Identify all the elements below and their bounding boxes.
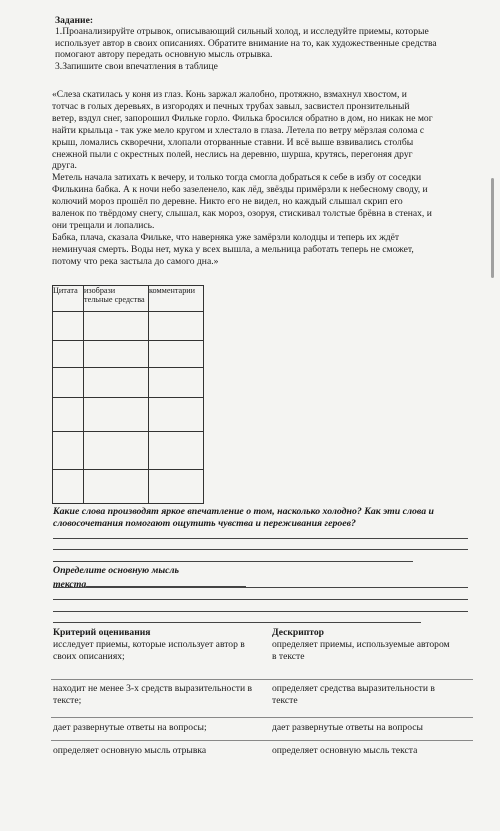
question-line: текста [53,579,87,590]
column-header-devices-part: тельные средства [84,295,145,305]
criteria-header: Критерий оценивания [53,627,151,638]
descriptor-cell [272,639,450,662]
criterion-text: тексте; [53,694,82,706]
answer-line[interactable] [86,577,246,587]
question-line: Какие слова производят яркое впечатление о том, насколько холодно? Как эти слова и [53,506,434,517]
answer-cell[interactable] [84,432,149,470]
passage-line: Бабка, плача, сказала Фильке, что наверняка уже замёрзли колодцы и теперь их ждёт [52,231,400,243]
answer-cell[interactable] [53,432,84,470]
answer-line[interactable] [53,611,468,612]
answer-cell[interactable] [84,368,149,398]
answer-cell[interactable] [149,368,204,398]
answer-line[interactable] [53,549,468,550]
column-header-comments: комментарии [149,286,204,312]
criterion-cell: дает развернутые ответы на вопросы; [53,722,207,733]
answer-cell[interactable] [84,398,149,432]
passage-line: ветер, вздул снег, запорошил Фильке горло. Филька бросился обратно в дом, но никак не мог [52,112,433,124]
question-words-impression [53,506,473,530]
table-row [53,470,204,504]
answer-line[interactable] [53,587,468,588]
passage-line: «Слеза скатилась у коня из глаз. Конь заржал жалобно, протяжно, взмахнул хвостом, и [52,89,407,100]
task-line: помогают автору передать основную мысль отрывка. [55,49,273,61]
quote-table [52,285,204,504]
passage-line: крыш, ломались скворечни, хлопали оторванные ставни. И всё выше взвивались столбы [52,136,414,148]
passage-line: Метель начала затихать к вечеру, и только тогда смогла добраться к себе в избу от соседки [52,172,422,184]
criterion-cell: определяет основную мысль отрывка [53,745,207,756]
answer-cell[interactable] [149,470,204,504]
passage-line: друга. [52,160,77,172]
criterion-cell [53,683,252,706]
descriptor-cell: дает развернутые ответы на вопросы [272,722,423,733]
answer-line[interactable] [53,622,421,623]
descriptor-header: Дескриптор [272,627,324,638]
answer-cell[interactable] [84,341,149,368]
descriptor-text: в тексте [272,650,305,662]
task-line: использует автор в своих описаниях. Обратите внимание на то, как художественные средства [55,37,437,49]
column-header-devices-part: изобрази [84,286,116,295]
table-row [53,341,204,368]
answer-cell[interactable] [53,312,84,341]
passage-line: снежной пыли с окрестных полей, неслись на деревню, шурша, крутясь, перегоняя друг [52,148,413,160]
story-passage [52,89,477,268]
scrollbar-thumb[interactable] [491,178,494,278]
answer-cell[interactable] [53,368,84,398]
answer-cell[interactable] [149,398,204,432]
passage-line: найти крыльца - так уже мело кругом и хлестало в глаза. Летела по ветру мёрзлая солома с [52,124,425,136]
descriptor-text: определяет средства выразительности в [272,683,435,694]
passage-line: они трещали и лопались. [52,219,155,231]
criterion-cell [53,639,245,662]
table-row [53,368,204,398]
criterion-text: исследует приемы, которые использует автор в [53,639,245,650]
passage-line: неминучая смерть. Воды нет, мука у всех вышла, а мельница работать теперь не сможет, [52,243,414,255]
passage-line: колючий мороз прошёл по деревне. Никто его не видел, но каждый слышал скрип его [52,196,403,208]
answer-cell[interactable] [84,312,149,341]
criterion-text: своих описаниях; [53,650,125,662]
row-divider [51,679,473,680]
answer-cell[interactable] [149,341,204,368]
descriptor-text: определяет приемы, используемые автором [272,639,450,650]
question-line: словосочетания помогают ощутить чувства и переживания героев? [53,518,356,529]
task-line: 3.Запишите свои впечатления в таблице [55,60,218,72]
answer-cell[interactable] [53,470,84,504]
answer-cell[interactable] [53,341,84,368]
answer-cell[interactable] [53,398,84,432]
answer-line[interactable] [53,538,468,539]
task-block [55,15,475,72]
passage-line: потому что река застыла до самого дна.» [52,255,219,267]
answer-cell[interactable] [149,312,204,341]
answer-cell[interactable] [84,470,149,504]
task-line: 1.Проанализируйте отрывок, описывающий сильный холод, и исследуйте приемы, которые [55,26,429,38]
descriptor-text: тексте [272,694,298,706]
column-header-devices [84,286,149,312]
task-title: Задание: [55,15,94,26]
answer-line[interactable] [53,599,468,600]
descriptor-cell: определяет основную мысль текста [272,745,418,756]
passage-line: валенок по твёрдому снегу, слышал, как мороз, озоруя, стискивал толстые брёвна в стенах, и [52,208,432,220]
answer-cell[interactable] [149,432,204,470]
passage-line: Филькина бабка. А к ночи небо зазеленело, как лёд, звёзды примёрзли к небесному своду, и [52,184,428,196]
column-header-quote: Цитата [53,286,84,312]
row-divider [51,740,473,741]
table-row [53,432,204,470]
passage-line: тотчас в голых деревьях, в изгородях и печных трубах завыл, засвистел пронзительный [52,100,410,112]
row-divider [51,717,473,718]
answer-line[interactable] [53,561,413,562]
table-row [53,398,204,432]
criterion-text: находит не менее 3-х средств выразительности в [53,683,253,694]
question-line: Определите основную мысль [53,565,179,576]
table-row [53,312,204,341]
descriptor-cell [272,683,435,706]
